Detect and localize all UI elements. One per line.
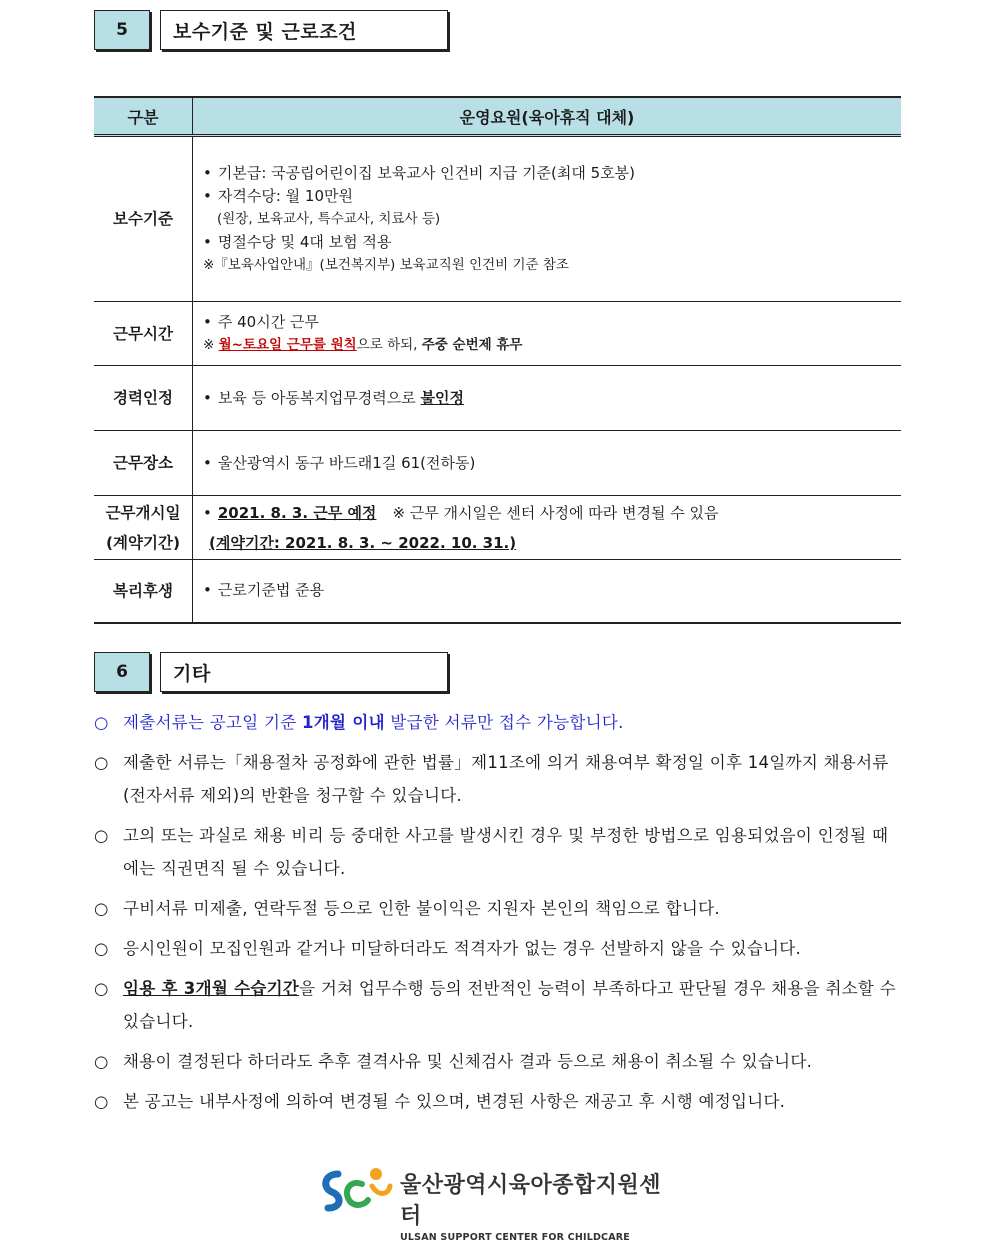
circle-bullet: ○ (94, 1092, 109, 1111)
list-item (94, 1085, 904, 1118)
pay-line-qualification-sub: (원장, 보육교사, 특수교사, 치료사 등) (217, 210, 441, 227)
table-row-career (94, 366, 901, 431)
row-value (193, 496, 902, 560)
period-label: (계약기간) (105, 533, 181, 552)
table-row-place (94, 431, 901, 496)
list-item (94, 1045, 904, 1078)
circle-bullet: ○ (94, 753, 109, 772)
row-value (193, 366, 902, 431)
working-conditions-table (94, 96, 901, 624)
hours-note (203, 334, 900, 357)
row-label: 보수기준 (94, 136, 193, 302)
header-position: 운영요원(육아휴직 대체) (193, 97, 902, 136)
note-text: 구비서류 미제출, 연락두절 등으로 인한 불이익은 지원자 본인의 책임으로 합니다. (123, 899, 720, 918)
circle-bullet: ○ (94, 713, 109, 732)
career-text: 보육 등 아동복지업무경력으로 (217, 388, 421, 407)
row-label: 경력인정 (94, 366, 193, 431)
list-item (94, 972, 904, 1038)
note-bold: 1개월 이내 (302, 713, 385, 732)
notes-list (94, 706, 904, 1125)
pay-line-basic: • 기본급: 국공립어린이집 보육교사 인건비 지급 기준(최대 5호봉) (203, 162, 900, 185)
circle-bullet: ○ (94, 826, 109, 845)
section-6-header (94, 652, 448, 694)
row-value (193, 431, 902, 496)
center-logo (318, 1166, 678, 1243)
row-label: 근무시간 (94, 302, 193, 366)
row-label: 복리후생 (94, 560, 193, 623)
start-note: ※ 근무 개시일은 센터 사정에 따라 변경될 수 있음 (392, 503, 719, 522)
note-red: 월~토요일 근무를 원칙 (218, 336, 357, 353)
note-bold: 임용 후 3개월 수습기간 (123, 979, 300, 998)
circle-bullet: ○ (94, 899, 109, 918)
row-label (94, 496, 193, 560)
logo-text (400, 1168, 678, 1243)
note-text: 을 거쳐 업무수행 등의 전반적인 능력이 부족하다고 판단될 경우 채용을 취소할 수 있습니다. (123, 979, 896, 1031)
career-bold: 불인정 (420, 388, 465, 407)
note-text: 고의 또는 과실로 채용 비리 등 중대한 사고를 발생시킨 경우 및 부정한 방법으로 임용되었음이 인정될 때에는 직권면직 될 수 있습니다. (123, 826, 889, 878)
pay-line-qualification: • 자격수당: 월 10만원 (203, 185, 900, 208)
row-value (193, 136, 902, 302)
table-row-hours (94, 302, 901, 366)
pay-note: ※『보육사업안내』(보건복지부) 보육교직원 인건비 기준 참조 (203, 256, 569, 273)
welfare-line: • 근로기준법 준용 (203, 579, 900, 602)
list-item (94, 892, 904, 925)
note-text: 응시인원이 모집인원과 같거나 미달하더라도 적격자가 없는 경우 선발하지 않을 수 있습니다. (123, 939, 802, 958)
table-row-pay (94, 136, 901, 302)
note-mid: 으로 하되, (356, 336, 422, 353)
note-prefix: ※ (203, 336, 219, 353)
table-header-row (94, 97, 901, 136)
note-text: 채용이 결정된다 하더라도 추후 결격사유 및 신체검사 결과 등으로 채용이 취소될 수 있습니다. (123, 1052, 813, 1071)
section-5-header (94, 10, 448, 52)
section-number: 6 (94, 652, 150, 692)
circle-bullet: ○ (94, 979, 109, 998)
logo-korean-name: 울산광역시육아종합지원센터 (400, 1173, 662, 1229)
section-title: 보수기준 및 근로조건 (160, 10, 448, 50)
pay-line-holiday: • 명절수당 및 4대 보험 적용 (203, 231, 900, 254)
list-item (94, 706, 904, 739)
circle-bullet: ○ (94, 939, 109, 958)
note-text: 발급한 서류만 접수 가능합니다. (384, 713, 624, 732)
note-text: 제출한 서류는「채용절차 공정화에 관한 법률」제11조에 의거 채용여부 확정일 이후 14일까지 채용서류(전자서류 제외)의 반환을 청구할 수 있습니다. (123, 753, 889, 805)
row-value (193, 560, 902, 623)
place-line: • 울산광역시 동구 바드래1길 61(전하동) (203, 452, 900, 475)
career-line (203, 387, 900, 410)
list-item (94, 746, 904, 812)
start-line (203, 498, 900, 528)
header-category: 구분 (94, 97, 193, 136)
row-label: 근무장소 (94, 431, 193, 496)
row-value (193, 302, 902, 366)
table-row-start (94, 496, 901, 560)
note-text: 제출서류는 공고일 기준 (123, 713, 303, 732)
start-date: 2021. 8. 3. 근무 예정 (217, 503, 377, 522)
list-item (94, 932, 904, 965)
start-label: 근무개시일 (105, 503, 181, 522)
center-logo-icon (318, 1166, 394, 1214)
section-number: 5 (94, 10, 150, 50)
hours-line: • 주 40시간 근무 (203, 311, 900, 334)
list-item (94, 819, 904, 885)
logo-english-name: ULSAN SUPPORT CENTER FOR CHILDCARE (400, 1232, 630, 1243)
contract-period: (계약기간: 2021. 8. 3. ~ 2022. 10. 31.) (209, 533, 517, 552)
note-bold: 주중 순번제 휴무 (421, 336, 523, 353)
table-row-welfare (94, 560, 901, 623)
section-title: 기타 (160, 652, 448, 692)
note-text: 본 공고는 내부사정에 의하여 변경될 수 있으며, 변경된 사항은 재공고 후 시행 예정입니다. (123, 1092, 786, 1111)
circle-bullet: ○ (94, 1052, 109, 1071)
